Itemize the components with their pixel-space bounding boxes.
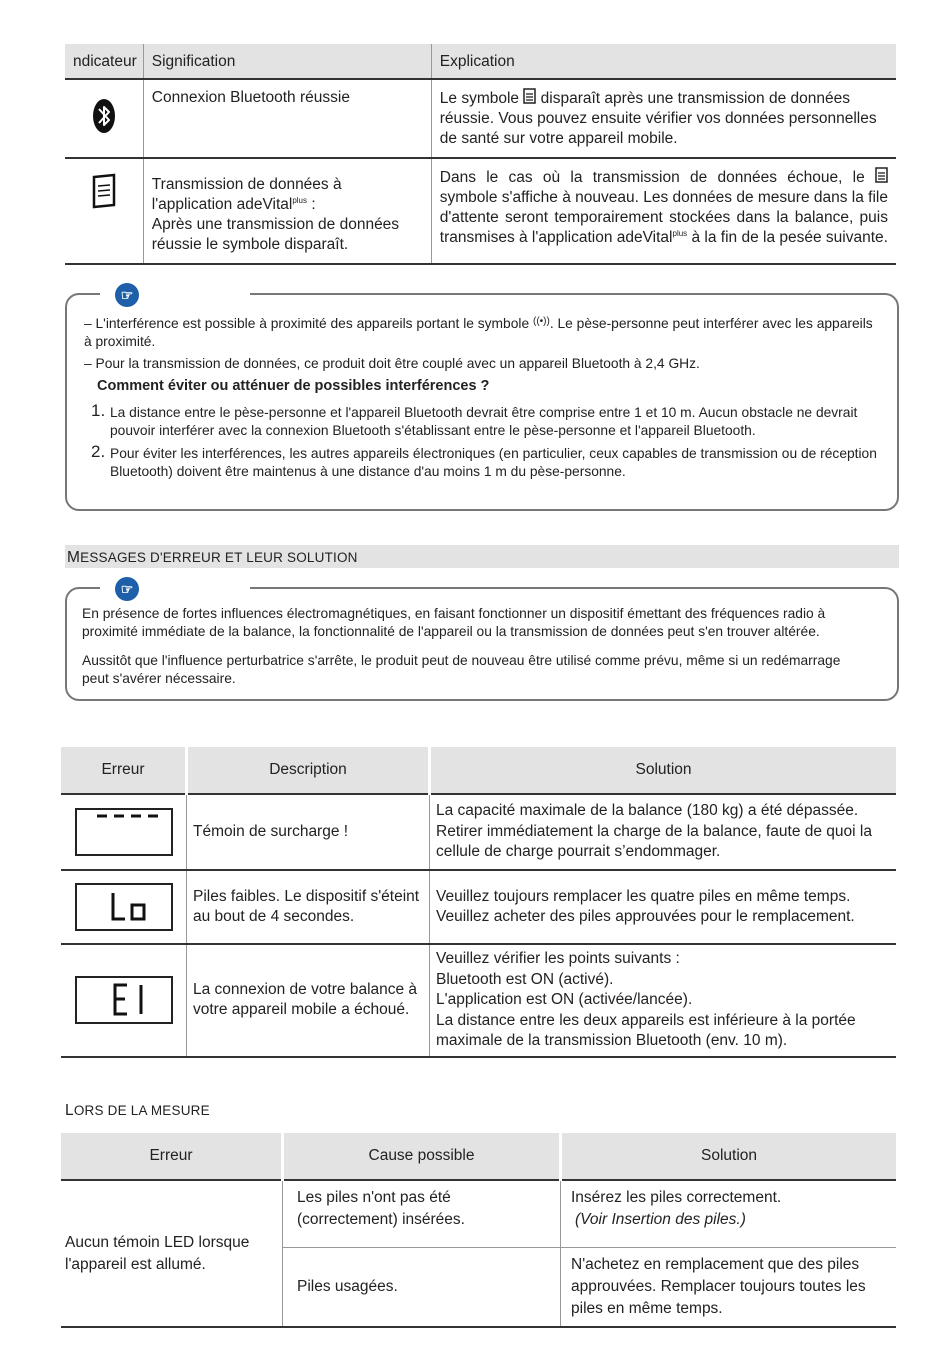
lcd-display-low-battery: [75, 883, 173, 931]
note-heading: Comment éviter ou atténuer de possibles interférences ?: [97, 378, 490, 394]
data-transmission-icon: [91, 173, 117, 209]
solution-cell: N'achetez en remplacement que des piles approuvées. Remplacer toujours toutes les piles en même temps.: [561, 1248, 897, 1328]
section-title-measurement: LORS DE LA MESURE: [65, 1102, 210, 1119]
col-solution-header: Solution: [430, 747, 897, 794]
note-list-number-2: 2.: [91, 442, 106, 461]
note-paragraph-1: En présence de fortes influences électromagnétiques, en faisant fonctionner un dispositif émettant des fréquences radio à proximité immédiate de la balance, la fonctionnalité de l'appareil ou la transmission de données peut s'en trouver altérée.: [82, 606, 826, 639]
note-list-item-2: Pour éviter les interférences, les autres appareils électroniques (en particulier, ceux capables de transmission ou de réception Bluetooth) doivent être maintenus à une distance d'au moins 1 m du pèse-personne.: [110, 446, 877, 479]
signification-cell: Transmission de données à l'application adeVital$^{plus}$ : Après une transmission de données réussie le symbole disparaît.: [143, 158, 431, 264]
bluetooth-icon: [93, 98, 115, 134]
table-row: [61, 794, 896, 870]
col-description-header: Description: [187, 747, 430, 794]
explication-cell: Le symbole disparaît après une transmission de données réussie. Vous pouvez ensuite vérifier vos données personnelles de santé sur votre appareil mobile.: [431, 79, 896, 158]
col-cause-header: Cause possible: [283, 1133, 561, 1180]
solution-cell: La capacité maximale de la balance (180 kg) a été dépassée. Retirer immédiatement la charge de la balance, faute de quoi la cellule de charge pourrait s’endommager.: [430, 794, 897, 870]
error-cell: Aucun témoin LED lorsque l'appareil est allumé.: [61, 1180, 283, 1327]
solution-cell: Veuillez toujours remplacer les quatre piles en même temps. Veuillez acheter des piles approuvées pour le remplacement.: [430, 870, 897, 944]
col-error-header: Erreur: [61, 1133, 283, 1180]
cause-cell: Piles usagées.: [283, 1248, 561, 1328]
table-row: [61, 870, 896, 944]
note-paragraph-2: Aussitôt que l'influence perturbatrice s'arrête, le produit peut de nouveau être utilisé comme prévu, même si un redémarrage peut s'avérer nécessaire.: [82, 653, 841, 686]
note-list-number-1: 1.: [91, 401, 106, 420]
section-title-errors: MESSAGES D'ERREUR ET LEUR SOLUTION: [65, 545, 899, 568]
indicator-cell: [65, 158, 143, 264]
description-cell: Témoin de surcharge !: [187, 794, 430, 870]
note-icon: ☞: [115, 577, 139, 601]
error-display-cell: [61, 870, 187, 944]
lcd-display-connection-error: [75, 976, 173, 1024]
col-indicator-header: ndicateur: [65, 44, 143, 79]
note-icon: ☞: [115, 283, 139, 307]
data-transmission-icon: [875, 167, 888, 183]
lcd-display-overload: [75, 808, 173, 856]
description-cell: Piles faibles. Le dispositif s'éteint au bout de 4 secondes.: [187, 870, 430, 944]
table-row: [61, 944, 896, 1057]
cause-cell: Les piles n'ont pas été (correctement) insérées.: [283, 1180, 561, 1248]
measurement-error-table: [61, 1133, 896, 1328]
solution-cell: Insérez les piles correctement. (Voir Insertion des piles.): [561, 1180, 897, 1248]
table-row: [65, 158, 896, 264]
col-signification-header: Signification: [143, 44, 431, 79]
indicator-cell: [65, 79, 143, 158]
data-transmission-icon: [523, 88, 536, 104]
note-bullet-2: – Pour la transmission de données, ce produit doit être couplé avec un appareil Bluetooth à 2,4 GHz.: [84, 356, 700, 371]
col-explication-header: Explication: [431, 44, 896, 79]
col-solution-header: Solution: [561, 1133, 897, 1180]
explication-cell: Dans le cas où la transmission de données échoue, le symbole s'affiche à nouveau. Les données de mesure dans la file d'attente seront temporairement stockées dans la balance, puis transmises à l'application adeVital$^{plus}$ à la fin de la pesée suivante.: [431, 158, 896, 264]
solution-cell: Veuillez vérifier les points suivants : Bluetooth est ON (activé). L'application est ON (activée/lancée). La distance entre les deux appareils est inférieure à la portée maximale de la transmission Bluetooth (env. 10 m).: [430, 944, 897, 1057]
note-list-item-1: La distance entre le pèse-personne et l'appareil Bluetooth devrait être comprise entre 1 et 10 m. Aucun obstacle ne devrait pouvoir interférer avec la connexion Bluetooth s'établissant entre le pèse-personne et l'appareil Bluetooth.: [110, 405, 858, 438]
table-row: [61, 1180, 896, 1248]
cross-reference-link[interactable]: Insertion des piles: [611, 1211, 737, 1228]
col-error-header: Erreur: [61, 747, 187, 794]
table-row: [65, 79, 896, 158]
error-display-cell: [61, 794, 187, 870]
error-table: [61, 747, 896, 1058]
description-cell: La connexion de votre balance à votre appareil mobile a échoué.: [187, 944, 430, 1057]
signification-cell: Connexion Bluetooth réussie: [143, 79, 431, 158]
error-display-cell: [61, 944, 187, 1057]
note-bullet-1: – L'interférence est possible à proximité des appareils portant le symbole ((•)). Le pèse-personne peut interférer avec les appareils à proximité.: [84, 316, 873, 349]
radio-emission-icon: ((•)): [532, 316, 550, 327]
indicator-table: [65, 44, 896, 265]
